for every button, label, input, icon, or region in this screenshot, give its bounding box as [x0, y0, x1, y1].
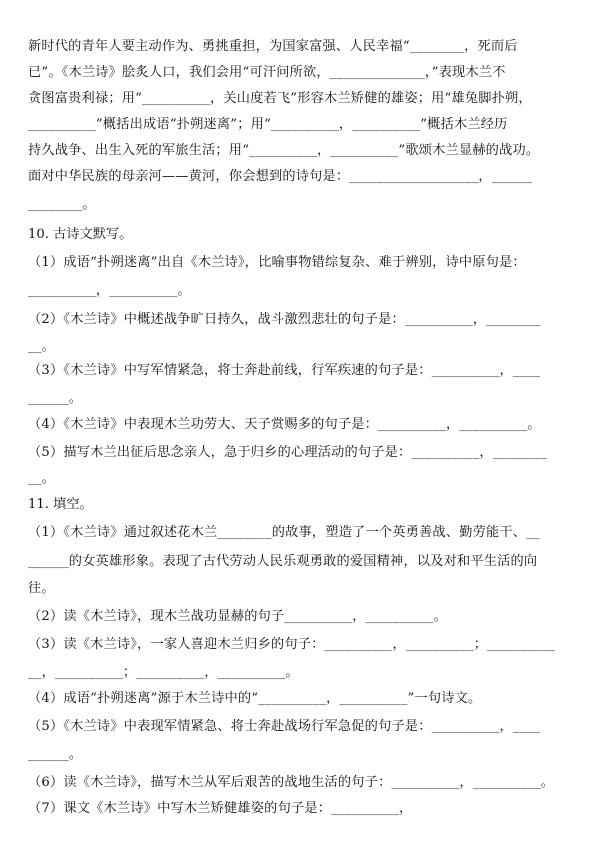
intro-line: 新时代的青年人要主动作为、勇挑重担，为国家富强、人民幸福“________，死而后: [28, 39, 518, 54]
q10-line: __________，__________。: [28, 283, 191, 298]
q10-line: __。: [28, 471, 55, 486]
q10-line: （3）《木兰诗》中写军情紧急，将士奔赴前线，行军疾速的句子是：__________，____: [28, 363, 541, 378]
question-11-title: 11. 填空。: [28, 497, 93, 512]
q10-line: （4）《木兰诗》中表现木兰功劳大、天子赏赐多的句子是：__________，__________。: [28, 417, 541, 432]
q10-line: （5）描写木兰出征后思念亲人，急于归乡的心理活动的句子是：__________，________: [28, 445, 548, 460]
intro-line: 面对中华民族的母亲河——黄河，你会想到的诗句是：___________________，______: [28, 169, 533, 184]
intro-line: ________。: [28, 197, 96, 212]
q11-line: （2）读《木兰诗》，现木兰战功显赫的句子__________，__________。: [28, 609, 448, 624]
q11-line: （7）课文《木兰诗》中写木兰矫健雄姿的句子是：__________，: [28, 801, 413, 816]
q11-line: （5）《木兰诗》中表现军情紧急、将士奔赴战场行军急促的句子是：__________，____: [28, 719, 541, 734]
intro-line: 持久战争、出生入死的军旅生活；用“__________，__________”歌颂木兰显赫的战功。: [28, 143, 540, 158]
q10-line: ______。: [28, 391, 83, 406]
q11-line: ______。: [28, 747, 83, 762]
question-10-title: 10. 古诗文默写。: [28, 227, 133, 242]
q10-line: __。: [28, 339, 55, 354]
q11-line: （1）《木兰诗》通过叙述花木兰________的故事，塑造了一个英勇善战、勤劳能干、__: [28, 525, 540, 540]
q11-line: 往。: [28, 581, 55, 596]
q11-line: （3）读《木兰诗》，一家人喜迎木兰归乡的句子：__________，__________；__________: [28, 637, 556, 652]
q11-line: （4）成语“扑朔迷离”源于木兰诗中的“__________，__________”一句诗文。: [28, 691, 482, 706]
q11-line: __，__________；__________，__________。: [28, 665, 299, 680]
intro-line: 贪图富贵利禄；用“__________，关山度若飞”形容木兰矫健的雄姿；用“雄兔脚扑朔，: [28, 91, 532, 106]
q11-line: ______的女英雄形象。表现了古代劳动人民乐观勇敢的爱国精神，以及对和平生活的向: [28, 554, 538, 569]
q10-line: （1）成语“扑朔迷离”出自《木兰诗》，比喻事物错综复杂、难于辨别，诗中原句是：: [28, 255, 526, 270]
intro-line: __________”概括出成语“扑朔迷离”；用“__________，__________”概括木兰经历: [28, 117, 508, 132]
intro-line: 已”。《木兰诗》脍炙人口，我们会用“可汗问所欲，______________，”表现木兰不: [28, 65, 506, 80]
q10-line: （2）《木兰诗》中概述战争旷日持久，战斗激烈悲壮的句子是：__________，________: [28, 312, 541, 327]
q11-line: （6）读《木兰诗》，描写木兰从军后艰苦的战地生活的句子：__________，__________。: [28, 775, 555, 790]
